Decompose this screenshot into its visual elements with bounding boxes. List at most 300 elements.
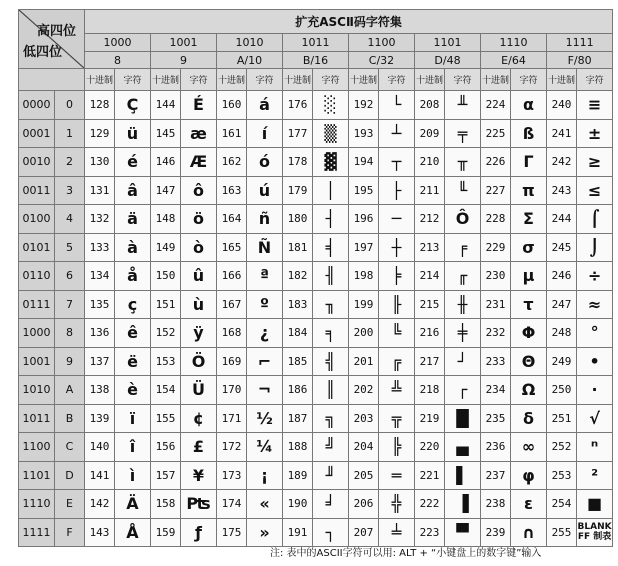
ascii-char: ε bbox=[511, 490, 547, 519]
decimal-code: 235 bbox=[481, 404, 511, 433]
decimal-code: 211 bbox=[415, 176, 445, 205]
decimal-code: 215 bbox=[415, 290, 445, 319]
decimal-code: 231 bbox=[481, 290, 511, 319]
low-nibble-binary: 1000 bbox=[19, 319, 55, 348]
ascii-char: ≤ bbox=[577, 176, 613, 205]
decimal-code: 187 bbox=[283, 404, 313, 433]
ascii-char: ╡ bbox=[313, 233, 349, 262]
low-nibble-binary: 0000 bbox=[19, 91, 55, 120]
high-nibble-hex: 8 bbox=[85, 52, 151, 69]
ascii-char: ┤ bbox=[313, 205, 349, 234]
decimal-code: 206 bbox=[349, 490, 379, 519]
decimal-code: 138 bbox=[85, 376, 115, 405]
decimal-code: 254 bbox=[547, 490, 577, 519]
decimal-code: 247 bbox=[547, 290, 577, 319]
ascii-char: û bbox=[181, 262, 217, 291]
ascii-char: à bbox=[115, 233, 151, 262]
ascii-char: ⌐ bbox=[247, 347, 283, 376]
low-nibble-binary: 1001 bbox=[19, 347, 55, 376]
ascii-char: ƒ bbox=[181, 518, 217, 547]
table-row bbox=[19, 233, 613, 262]
decimal-column-header: 十进制 bbox=[283, 69, 313, 91]
high-nibble-hex: B/16 bbox=[283, 52, 349, 69]
decimal-code: 217 bbox=[415, 347, 445, 376]
decimal-code: 171 bbox=[217, 404, 247, 433]
low-nibble-hex: 6 bbox=[55, 262, 85, 291]
decimal-code: 182 bbox=[283, 262, 313, 291]
ascii-char: ▐ bbox=[445, 490, 481, 519]
ascii-char: │ bbox=[313, 176, 349, 205]
ascii-char: ╬ bbox=[379, 490, 415, 519]
ascii-char: └ bbox=[379, 91, 415, 120]
ascii-char: ╔ bbox=[379, 347, 415, 376]
table-row bbox=[19, 205, 613, 234]
ascii-char: ┼ bbox=[379, 233, 415, 262]
ascii-char: Γ bbox=[511, 148, 547, 177]
ascii-char: ╤ bbox=[445, 119, 481, 148]
table-row bbox=[19, 176, 613, 205]
ascii-char: ª bbox=[247, 262, 283, 291]
ascii-char: ß bbox=[511, 119, 547, 148]
high-nibble-binary: 1000 bbox=[85, 34, 151, 52]
ascii-char: ¡ bbox=[247, 461, 283, 490]
ascii-char: ä bbox=[115, 205, 151, 234]
table-row bbox=[19, 148, 613, 177]
decimal-code: 246 bbox=[547, 262, 577, 291]
ascii-char: ⌠ bbox=[577, 205, 613, 234]
ascii-char: ¬ bbox=[247, 376, 283, 405]
decimal-code: 140 bbox=[85, 433, 115, 462]
ascii-char: √ bbox=[577, 404, 613, 433]
decimal-code: 188 bbox=[283, 433, 313, 462]
decimal-code: 167 bbox=[217, 290, 247, 319]
low-nibble-hex: A bbox=[55, 376, 85, 405]
decimal-code: 146 bbox=[151, 148, 181, 177]
table-title: 扩充ASCⅡ码字符集 bbox=[85, 10, 613, 34]
ascii-char: ⁿ bbox=[577, 433, 613, 462]
decimal-code: 255 bbox=[547, 518, 577, 547]
ascii-char: ½ bbox=[247, 404, 283, 433]
low-nibble-binary: 1010 bbox=[19, 376, 55, 405]
high-nibble-hex: 9 bbox=[151, 52, 217, 69]
low-nibble-hex: B bbox=[55, 404, 85, 433]
ascii-char: Ω bbox=[511, 376, 547, 405]
ascii-char: ó bbox=[247, 148, 283, 177]
low-nibble-binary: 0011 bbox=[19, 176, 55, 205]
ascii-char: ╧ bbox=[379, 518, 415, 547]
ascii-char: ò bbox=[181, 233, 217, 262]
ascii-char: μ bbox=[511, 262, 547, 291]
decimal-code: 160 bbox=[217, 91, 247, 120]
low-nibble-binary: 1011 bbox=[19, 404, 55, 433]
decimal-code: 204 bbox=[349, 433, 379, 462]
decimal-code: 157 bbox=[151, 461, 181, 490]
decimal-code: 189 bbox=[283, 461, 313, 490]
decimal-code: 173 bbox=[217, 461, 247, 490]
ascii-char: ╓ bbox=[445, 262, 481, 291]
ascii-char: ╝ bbox=[313, 433, 349, 462]
low-nibble-hex: C bbox=[55, 433, 85, 462]
decimal-code: 205 bbox=[349, 461, 379, 490]
low-nibble-hex: 2 bbox=[55, 148, 85, 177]
ascii-char: ▀ bbox=[445, 518, 481, 547]
high-nibble-hex: C/32 bbox=[349, 52, 415, 69]
decimal-code: 236 bbox=[481, 433, 511, 462]
low-nibble-hex: 8 bbox=[55, 319, 85, 348]
decimal-code: 196 bbox=[349, 205, 379, 234]
decimal-code: 216 bbox=[415, 319, 445, 348]
table-row bbox=[19, 319, 613, 348]
decimal-column-header: 十进制 bbox=[415, 69, 445, 91]
table-row bbox=[19, 490, 613, 519]
low-nibble-binary: 0110 bbox=[19, 262, 55, 291]
high-nibble-binary: 1011 bbox=[283, 34, 349, 52]
low-nibble-hex: 9 bbox=[55, 347, 85, 376]
ascii-char: ╢ bbox=[313, 262, 349, 291]
decimal-code: 141 bbox=[85, 461, 115, 490]
high-nibble-binary: 1110 bbox=[481, 34, 547, 52]
char-column-header: 字符 bbox=[379, 69, 415, 91]
ascii-char: ì bbox=[115, 461, 151, 490]
table-row bbox=[19, 518, 613, 547]
decimal-code: 144 bbox=[151, 91, 181, 120]
high-nibble-hex: F/80 bbox=[547, 52, 613, 69]
char-column-header: 字符 bbox=[445, 69, 481, 91]
ascii-char: É bbox=[181, 91, 217, 120]
table-row bbox=[19, 404, 613, 433]
decimal-code: 185 bbox=[283, 347, 313, 376]
decimal-code: 163 bbox=[217, 176, 247, 205]
decimal-code: 232 bbox=[481, 319, 511, 348]
decimal-code: 242 bbox=[547, 148, 577, 177]
decimal-code: 133 bbox=[85, 233, 115, 262]
ascii-char: ╜ bbox=[313, 461, 349, 490]
low-nibble-binary: 0010 bbox=[19, 148, 55, 177]
decimal-code: 197 bbox=[349, 233, 379, 262]
ascii-char: ┘ bbox=[445, 347, 481, 376]
ascii-char: Ä bbox=[115, 490, 151, 519]
decimal-code: 150 bbox=[151, 262, 181, 291]
decimal-code: 240 bbox=[547, 91, 577, 120]
ascii-char: ■ bbox=[577, 490, 613, 519]
low-nibble-binary: 0100 bbox=[19, 205, 55, 234]
decimal-code: 175 bbox=[217, 518, 247, 547]
decimal-code: 162 bbox=[217, 148, 247, 177]
ascii-char: ç bbox=[115, 290, 151, 319]
decimal-code: 128 bbox=[85, 91, 115, 120]
ascii-char: å bbox=[115, 262, 151, 291]
decimal-code: 152 bbox=[151, 319, 181, 348]
ascii-char: ° bbox=[577, 319, 613, 348]
ascii-char: Ü bbox=[181, 376, 217, 405]
table-row bbox=[19, 119, 613, 148]
decimal-code: 237 bbox=[481, 461, 511, 490]
decimal-code: 176 bbox=[283, 91, 313, 120]
ascii-char: ╦ bbox=[379, 404, 415, 433]
ascii-char: ≈ bbox=[577, 290, 613, 319]
decimal-column-header: 十进制 bbox=[151, 69, 181, 91]
decimal-code: 183 bbox=[283, 290, 313, 319]
decimal-code: 230 bbox=[481, 262, 511, 291]
ascii-char: ∩ bbox=[511, 518, 547, 547]
ascii-char: £ bbox=[181, 433, 217, 462]
ascii-char: ▓ bbox=[313, 148, 349, 177]
table-row bbox=[19, 91, 613, 120]
decimal-code: 238 bbox=[481, 490, 511, 519]
ascii-char: í bbox=[247, 119, 283, 148]
decimal-code: 145 bbox=[151, 119, 181, 148]
ascii-char: ┌ bbox=[445, 376, 481, 405]
decimal-code: 198 bbox=[349, 262, 379, 291]
ascii-char: ¼ bbox=[247, 433, 283, 462]
ascii-char: ¥ bbox=[181, 461, 217, 490]
high-nibble-hex: E/64 bbox=[481, 52, 547, 69]
decimal-code: 153 bbox=[151, 347, 181, 376]
decimal-code: 143 bbox=[85, 518, 115, 547]
table-corner-header bbox=[19, 10, 85, 69]
low-nibble-hex: 3 bbox=[55, 176, 85, 205]
ascii-char: Ö bbox=[181, 347, 217, 376]
ascii-char: Φ bbox=[511, 319, 547, 348]
decimal-code: 227 bbox=[481, 176, 511, 205]
decimal-code: 169 bbox=[217, 347, 247, 376]
decimal-code: 201 bbox=[349, 347, 379, 376]
ascii-char: á bbox=[247, 91, 283, 120]
ascii-char: ╒ bbox=[445, 233, 481, 262]
table-row bbox=[19, 290, 613, 319]
ascii-char: ï bbox=[115, 404, 151, 433]
decimal-code: 228 bbox=[481, 205, 511, 234]
decimal-code: 139 bbox=[85, 404, 115, 433]
ascii-char: ¢ bbox=[181, 404, 217, 433]
table-row bbox=[19, 262, 613, 291]
char-column-header: 字符 bbox=[577, 69, 613, 91]
ascii-char: ┐ bbox=[313, 518, 349, 547]
decimal-code: 130 bbox=[85, 148, 115, 177]
decimal-code: 161 bbox=[217, 119, 247, 148]
ascii-char: º bbox=[247, 290, 283, 319]
decimal-code: 203 bbox=[349, 404, 379, 433]
decimal-code: 222 bbox=[415, 490, 445, 519]
char-column-header: 字符 bbox=[247, 69, 283, 91]
decimal-code: 208 bbox=[415, 91, 445, 120]
decimal-code: 181 bbox=[283, 233, 313, 262]
low-nibble-hex: 0 bbox=[55, 91, 85, 120]
decimal-column-header: 十进制 bbox=[85, 69, 115, 91]
high-nibble-binary: 1001 bbox=[151, 34, 217, 52]
high-nibble-binary: 1100 bbox=[349, 34, 415, 52]
ascii-char: ₧ bbox=[181, 490, 217, 519]
ascii-char: ├ bbox=[379, 176, 415, 205]
decimal-code: 165 bbox=[217, 233, 247, 262]
decimal-code: 249 bbox=[547, 347, 577, 376]
ascii-char: ╠ bbox=[379, 433, 415, 462]
decimal-code: 219 bbox=[415, 404, 445, 433]
ascii-char: Σ bbox=[511, 205, 547, 234]
decimal-code: 212 bbox=[415, 205, 445, 234]
decimal-code: 243 bbox=[547, 176, 577, 205]
table-footnote: 注: 表中的ASCII字符可以用: ALT + “小键盘上的数字键”输入 bbox=[270, 548, 542, 559]
decimal-code: 149 bbox=[151, 233, 181, 262]
ascii-char: ║ bbox=[313, 376, 349, 405]
decimal-code: 209 bbox=[415, 119, 445, 148]
decimal-code: 178 bbox=[283, 148, 313, 177]
decimal-code: 193 bbox=[349, 119, 379, 148]
decimal-column-header: 十进制 bbox=[349, 69, 379, 91]
decimal-code: 220 bbox=[415, 433, 445, 462]
decimal-code: 213 bbox=[415, 233, 445, 262]
ascii-char: · bbox=[577, 376, 613, 405]
decimal-code: 159 bbox=[151, 518, 181, 547]
decimal-code: 136 bbox=[85, 319, 115, 348]
ascii-char: ╟ bbox=[379, 290, 415, 319]
ascii-char: ü bbox=[115, 119, 151, 148]
decimal-code: 135 bbox=[85, 290, 115, 319]
ascii-char: ╩ bbox=[379, 376, 415, 405]
ascii-char: ▄ bbox=[445, 433, 481, 462]
ascii-char: █ bbox=[445, 404, 481, 433]
high-nibble-binary: 1101 bbox=[415, 34, 481, 52]
low-nibble-subheader bbox=[19, 69, 85, 91]
ascii-char: ╪ bbox=[445, 319, 481, 348]
decimal-code: 191 bbox=[283, 518, 313, 547]
decimal-code: 207 bbox=[349, 518, 379, 547]
ascii-char: ¿ bbox=[247, 319, 283, 348]
decimal-code: 234 bbox=[481, 376, 511, 405]
ascii-char: æ bbox=[181, 119, 217, 148]
decimal-code: 194 bbox=[349, 148, 379, 177]
decimal-code: 214 bbox=[415, 262, 445, 291]
decimal-code: 241 bbox=[547, 119, 577, 148]
ascii-char: α bbox=[511, 91, 547, 120]
ascii-char: ╨ bbox=[445, 91, 481, 120]
ascii-char: î bbox=[115, 433, 151, 462]
high-nibble-label: 高四位 bbox=[36, 24, 76, 39]
ascii-char: σ bbox=[511, 233, 547, 262]
decimal-code: 134 bbox=[85, 262, 115, 291]
ascii-char: τ bbox=[511, 290, 547, 319]
low-nibble-binary: 0001 bbox=[19, 119, 55, 148]
decimal-code: 210 bbox=[415, 148, 445, 177]
extended-ascii-table bbox=[18, 9, 613, 547]
ascii-char: ╖ bbox=[313, 290, 349, 319]
decimal-code: 154 bbox=[151, 376, 181, 405]
ascii-char: Å bbox=[115, 518, 151, 547]
decimal-code: 190 bbox=[283, 490, 313, 519]
ascii-char: ÷ bbox=[577, 262, 613, 291]
decimal-code: 202 bbox=[349, 376, 379, 405]
low-nibble-binary: 1101 bbox=[19, 461, 55, 490]
high-nibble-hex: A/10 bbox=[217, 52, 283, 69]
ascii-char: ë bbox=[115, 347, 151, 376]
ascii-char: δ bbox=[511, 404, 547, 433]
decimal-code: 251 bbox=[547, 404, 577, 433]
ascii-char: ú bbox=[247, 176, 283, 205]
decimal-code: 253 bbox=[547, 461, 577, 490]
ascii-char: ñ bbox=[247, 205, 283, 234]
ascii-char: Æ bbox=[181, 148, 217, 177]
ascii-char: é bbox=[115, 148, 151, 177]
decimal-code: 195 bbox=[349, 176, 379, 205]
decimal-code: 177 bbox=[283, 119, 313, 148]
decimal-code: 131 bbox=[85, 176, 115, 205]
ascii-char: ═ bbox=[379, 461, 415, 490]
ascii-char: â bbox=[115, 176, 151, 205]
table-row bbox=[19, 376, 613, 405]
ascii-char: ╛ bbox=[313, 490, 349, 519]
decimal-code: 164 bbox=[217, 205, 247, 234]
ascii-char: ─ bbox=[379, 205, 415, 234]
ascii-char: ± bbox=[577, 119, 613, 148]
low-nibble-hex: 7 bbox=[55, 290, 85, 319]
ascii-char: Ç bbox=[115, 91, 151, 120]
table-row bbox=[19, 433, 613, 462]
decimal-code: 179 bbox=[283, 176, 313, 205]
low-nibble-hex: 4 bbox=[55, 205, 85, 234]
high-nibble-hex: D/48 bbox=[415, 52, 481, 69]
ascii-char: ╗ bbox=[313, 404, 349, 433]
high-nibble-binary: 1111 bbox=[547, 34, 613, 52]
ascii-char: ▌ bbox=[445, 461, 481, 490]
ascii-char: ░ bbox=[313, 91, 349, 120]
decimal-code: 168 bbox=[217, 319, 247, 348]
decimal-code: 186 bbox=[283, 376, 313, 405]
low-nibble-binary: 0111 bbox=[19, 290, 55, 319]
low-nibble-hex: D bbox=[55, 461, 85, 490]
decimal-code: 221 bbox=[415, 461, 445, 490]
char-column-header: 字符 bbox=[181, 69, 217, 91]
decimal-code: 245 bbox=[547, 233, 577, 262]
decimal-code: 155 bbox=[151, 404, 181, 433]
ascii-char: ┴ bbox=[379, 119, 415, 148]
ascii-char: ∞ bbox=[511, 433, 547, 462]
decimal-code: 147 bbox=[151, 176, 181, 205]
ascii-char: ÿ bbox=[181, 319, 217, 348]
ascii-char: ² bbox=[577, 461, 613, 490]
decimal-code: 224 bbox=[481, 91, 511, 120]
decimal-code: 158 bbox=[151, 490, 181, 519]
ascii-char: Ô bbox=[445, 205, 481, 234]
decimal-code: 180 bbox=[283, 205, 313, 234]
decimal-column-header: 十进制 bbox=[217, 69, 247, 91]
ascii-char: ╚ bbox=[379, 319, 415, 348]
decimal-code: 192 bbox=[349, 91, 379, 120]
decimal-column-header: 十进制 bbox=[481, 69, 511, 91]
ascii-char: ╫ bbox=[445, 290, 481, 319]
ascii-char: ≡ bbox=[577, 91, 613, 120]
decimal-code: 166 bbox=[217, 262, 247, 291]
ascii-char: ô bbox=[181, 176, 217, 205]
ascii-char: ê bbox=[115, 319, 151, 348]
low-nibble-binary: 1100 bbox=[19, 433, 55, 462]
decimal-code: 174 bbox=[217, 490, 247, 519]
ascii-char: Θ bbox=[511, 347, 547, 376]
ascii-char: ⌡ bbox=[577, 233, 613, 262]
ascii-char: φ bbox=[511, 461, 547, 490]
ascii-char: è bbox=[115, 376, 151, 405]
decimal-code: 137 bbox=[85, 347, 115, 376]
decimal-code: 226 bbox=[481, 148, 511, 177]
high-nibble-binary: 1010 bbox=[217, 34, 283, 52]
decimal-code: 151 bbox=[151, 290, 181, 319]
decimal-code: 170 bbox=[217, 376, 247, 405]
table-row bbox=[19, 461, 613, 490]
decimal-code: 250 bbox=[547, 376, 577, 405]
ascii-char: • bbox=[577, 347, 613, 376]
decimal-code: 252 bbox=[547, 433, 577, 462]
decimal-code: 239 bbox=[481, 518, 511, 547]
ascii-char: ┬ bbox=[379, 148, 415, 177]
